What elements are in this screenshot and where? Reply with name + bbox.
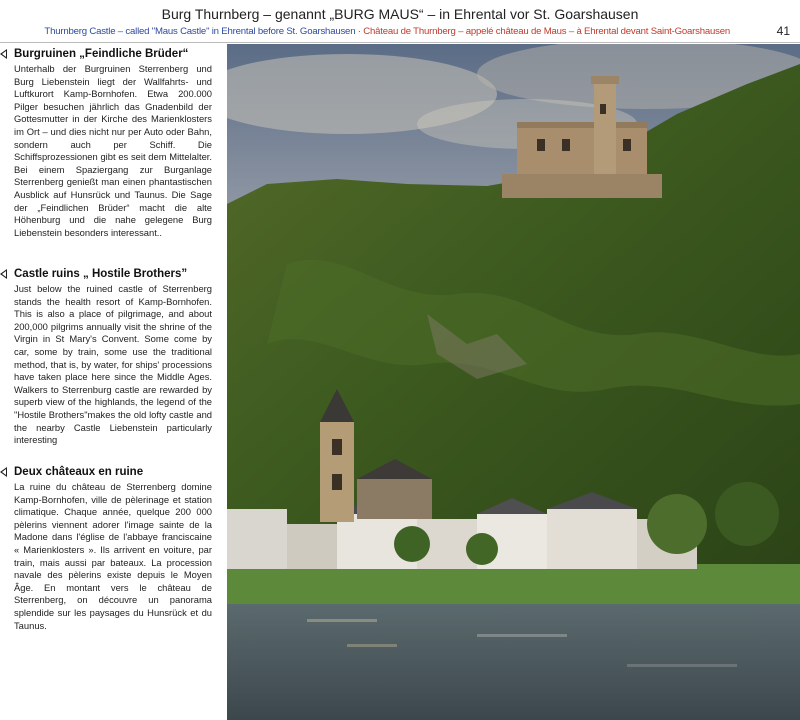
tree xyxy=(715,482,779,546)
section-heading-text: Castle ruins „ Hostile Brothers” xyxy=(14,268,188,280)
water-reflection xyxy=(627,664,737,667)
tree xyxy=(466,533,498,565)
header-divider xyxy=(0,42,800,43)
section-heading xyxy=(14,466,212,478)
section-heading xyxy=(14,268,212,280)
section-english xyxy=(14,268,212,447)
section-arrow-icon xyxy=(0,49,7,59)
section-german xyxy=(14,48,212,239)
page-header xyxy=(0,0,800,44)
tree xyxy=(647,494,707,554)
castle-photo xyxy=(227,44,800,720)
section-arrow-icon xyxy=(0,269,7,279)
subtitle-separator: · xyxy=(355,26,364,37)
text-column xyxy=(0,44,224,720)
section-heading xyxy=(14,48,212,60)
water-reflection xyxy=(477,634,567,637)
section-heading-text: Burgruinen „Feindliche Brüder“ xyxy=(14,48,189,60)
landscape-illustration xyxy=(227,44,800,720)
section-arrow-icon xyxy=(0,467,7,477)
water-reflection xyxy=(347,644,397,647)
subtitle-french: Château de Thurnberg – appelé château de Maus – à Ehrental devant Saint-Goarshausen xyxy=(363,26,730,37)
section-body: Just below the ruined castle of Sterrenberg stands the health resort of Kamp-Bornhofen. This is also a place of pilgrimage, and about 200,000 pilgrims annually visit the shrine of the Virgin in St Mary's Convent. Some come by car, some by train, some use the traditional method, that is, by water, for ships' processions have taken place here since the Middle Ages. Walkers to Sterrenburg castle are rewarded by superb view of the highlands, the legend of the "Hostile Brothers"makes the old lofty castle and the nearby Castle Liebenstein particularly interesting xyxy=(14,283,212,446)
section-heading-text: Deux châteaux en ruine xyxy=(14,466,144,478)
page-subtitle xyxy=(0,26,730,37)
section-french xyxy=(14,466,212,632)
subtitle-english: Thurnberg Castle – called "Maus Castle" in Ehrental before St. Goarshausen xyxy=(44,26,356,37)
riverbank-lawn xyxy=(227,564,800,604)
section-body: La ruine du château de Sterrenberg domine Kamp-Bornhofen, ville de pèlerinage et station climatique. Chaque année, quelque 200 000 pèlerins viennent adorer l'image sainte de la Madone dans l'église de l'abbaye franciscaine « Marienklosters ». Ils arrivent en voiture, par train, mais aussi par bateaux. La procession navale des pèlerins existe depuis le Moyen Âge. En montant vers le château de Sterrenberg, on découvre un panorama splendide sur les paysages du Hunsrück et du Taunus. xyxy=(14,481,212,631)
water-reflection xyxy=(307,619,377,622)
tree xyxy=(394,526,430,562)
section-body: Unterhalb der Burgruinen Sterrenberg und Burg Liebenstein liegt der Wallfahrts- und Luftkurort Kamp-Bornhofen. Etwa 200.000 Pilger besuchen jährlich das Gnadenbild der Gottesmutter in der Kirche des Marienklosters im Ort – und dies nicht nur per Auto oder Bahn, sondern auch per Schiff. Die Schiffsprozessionen gibt es seit dem Mittelalter. Bei einem Spaziergang zur Burganlage Sterrenberg genießt man einen phantastischen Ausblick auf Hunsrück und Taunus. Die Sage der „Feindlichen Brüder“ macht die alte Höhenburg und die nahe gelegene Burg Liebenstein besonders interessant.. xyxy=(14,63,212,238)
page-number: 41 xyxy=(776,24,790,38)
page-title: Burg Thurnberg – genannt „BURG MAUS“ – in Ehrental vor St. Goarshausen xyxy=(161,6,639,22)
